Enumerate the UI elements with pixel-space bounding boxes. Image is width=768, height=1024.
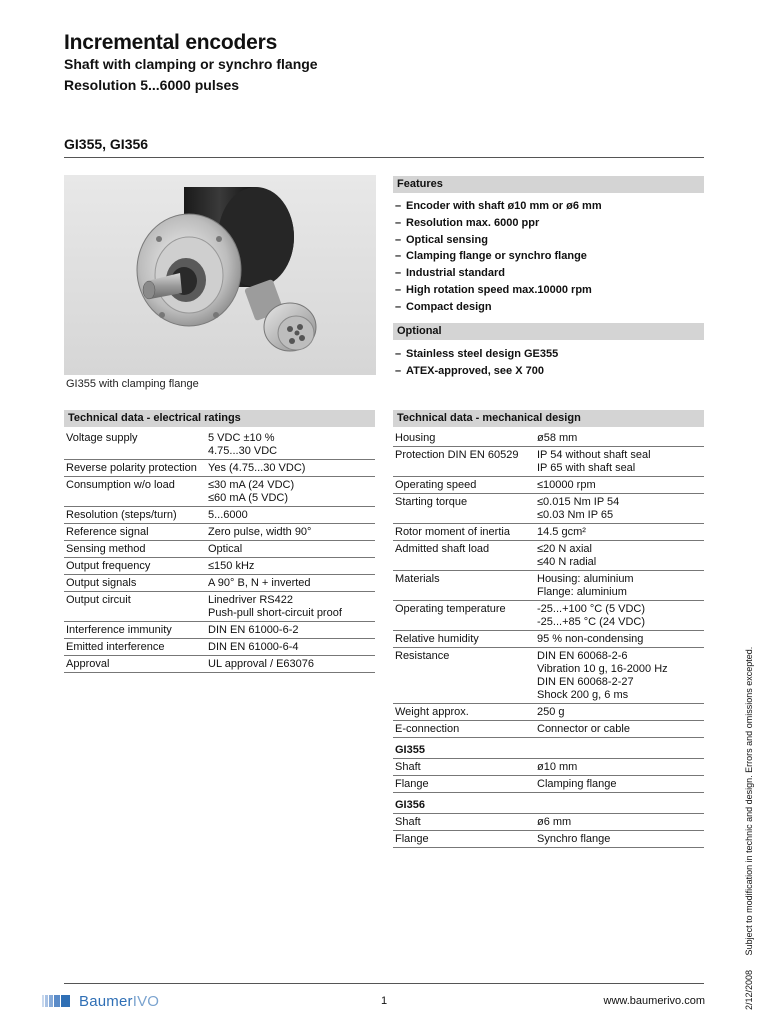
- feature-item: – High rotation speed max.10000 rpm: [395, 283, 592, 296]
- model-names: GI355, GI356: [64, 136, 149, 152]
- table-row: Shaft ø10 mm: [393, 759, 704, 776]
- table-row: Materials Housing: aluminium Flange: aluminium: [393, 571, 704, 601]
- table-row: Interference immunity DIN EN 61000-6-2: [64, 622, 375, 639]
- feature-item: – Compact design: [395, 300, 492, 313]
- table-row: Reverse polarity protection Yes (4.75...30 VDC): [64, 460, 375, 477]
- document-subtitle-resolution: Resolution 5...6000 pulses: [64, 77, 240, 93]
- table-row: Emitted interference DIN EN 61000-6-4: [64, 639, 375, 656]
- table-row: Output signals A 90° B, N + inverted: [64, 575, 375, 592]
- optional-list: [395, 346, 558, 380]
- table-row: Relative humidity 95 % non-condensing: [393, 631, 704, 648]
- optional-heading: Optional: [393, 323, 704, 340]
- table-row: Flange Synchro flange: [393, 831, 704, 848]
- table-row: Housing ø58 mm: [393, 430, 704, 447]
- table-row: Output frequency ≤150 kHz: [64, 558, 375, 575]
- table-row: Weight approx. 250 g: [393, 704, 704, 721]
- page-number: 1: [381, 995, 388, 1007]
- top-divider: [64, 157, 704, 158]
- features-heading: Features: [393, 176, 704, 193]
- logo-brand: Baumer: [79, 992, 133, 1010]
- document-title: Incremental encoders: [64, 31, 278, 54]
- feature-item: – Optical sensing: [395, 233, 488, 246]
- document-date: 2/12/2008: [744, 969, 754, 1010]
- group-heading-gi355: GI355: [393, 738, 704, 759]
- table-row: Shaft ø6 mm: [393, 814, 704, 831]
- table-row: Approval UL approval / E63076: [64, 656, 375, 673]
- table-row: Operating temperature -25...+100 °C (5 VDC) -25...+85 °C (24 VDC): [393, 601, 704, 631]
- table-row: Output circuit Linedriver RS422 Push-pull short-circuit proof: [64, 592, 375, 622]
- table-row: Consumption w/o load ≤30 mA (24 VDC) ≤60 mA (5 VDC): [64, 477, 375, 507]
- mechanical-design-table: [393, 430, 704, 848]
- table-row: Flange Clamping flange: [393, 776, 704, 793]
- baumer-ivo-logo: [42, 992, 159, 1010]
- photo-caption: GI355 with clamping flange: [66, 378, 199, 390]
- side-disclaimer: [744, 647, 754, 1010]
- website-link[interactable]: www.baumerivo.com: [603, 995, 705, 1007]
- table-row: Starting torque ≤0.015 Nm IP 54 ≤0.03 Nm IP 65: [393, 494, 704, 524]
- table-row: Sensing method Optical: [64, 541, 375, 558]
- optional-item: – ATEX-approved, see X 700: [395, 364, 544, 377]
- bottom-divider: [64, 983, 704, 984]
- mechanical-design-heading: Technical data - mechanical design: [393, 410, 704, 427]
- features-list: [395, 198, 602, 316]
- table-row: Voltage supply 5 VDC ±10 % 4.75...30 VDC: [64, 430, 375, 460]
- feature-item: – Industrial standard: [395, 267, 506, 280]
- group-heading-gi356: GI356: [393, 793, 704, 814]
- electrical-ratings-heading: Technical data - electrical ratings: [64, 410, 375, 427]
- disclaimer-text: Subject to modification in technic and design. Errors and omissions excepted.: [744, 646, 754, 956]
- table-row: Resistance DIN EN 60068-2-6 Vibration 10 g, 16-2000 Hz DIN EN 60068-2-27 Shock 200 g, 6 ms: [393, 648, 704, 704]
- table-row: Reference signal Zero pulse, width 90°: [64, 524, 375, 541]
- feature-item: – Clamping flange or synchro flange: [395, 250, 587, 263]
- table-row: Admitted shaft load ≤20 N axial ≤40 N radial: [393, 541, 704, 571]
- document-subtitle: Shaft with clamping or synchro flange: [64, 56, 318, 72]
- table-row: E-connection Connector or cable: [393, 721, 704, 738]
- encoder-illustration: [64, 175, 376, 375]
- feature-item: – Encoder with shaft ø10 mm or ø6 mm: [395, 200, 602, 212]
- product-photo: [64, 175, 376, 375]
- table-row: Operating speed ≤10000 rpm: [393, 477, 704, 494]
- table-row: Rotor moment of inertia 14.5 gcm²: [393, 524, 704, 541]
- electrical-ratings-table: [64, 430, 375, 673]
- table-row: Protection DIN EN 60529 IP 54 without shaft seal IP 65 with shaft seal: [393, 447, 704, 477]
- logo-bars-icon: [42, 995, 71, 1007]
- logo-suffix: IVO: [132, 992, 160, 1010]
- feature-item: – Resolution max. 6000 ppr: [395, 216, 540, 229]
- table-row: Resolution (steps/turn) 5...6000: [64, 507, 375, 524]
- optional-item: – Stainless steel design GE355: [395, 348, 559, 360]
